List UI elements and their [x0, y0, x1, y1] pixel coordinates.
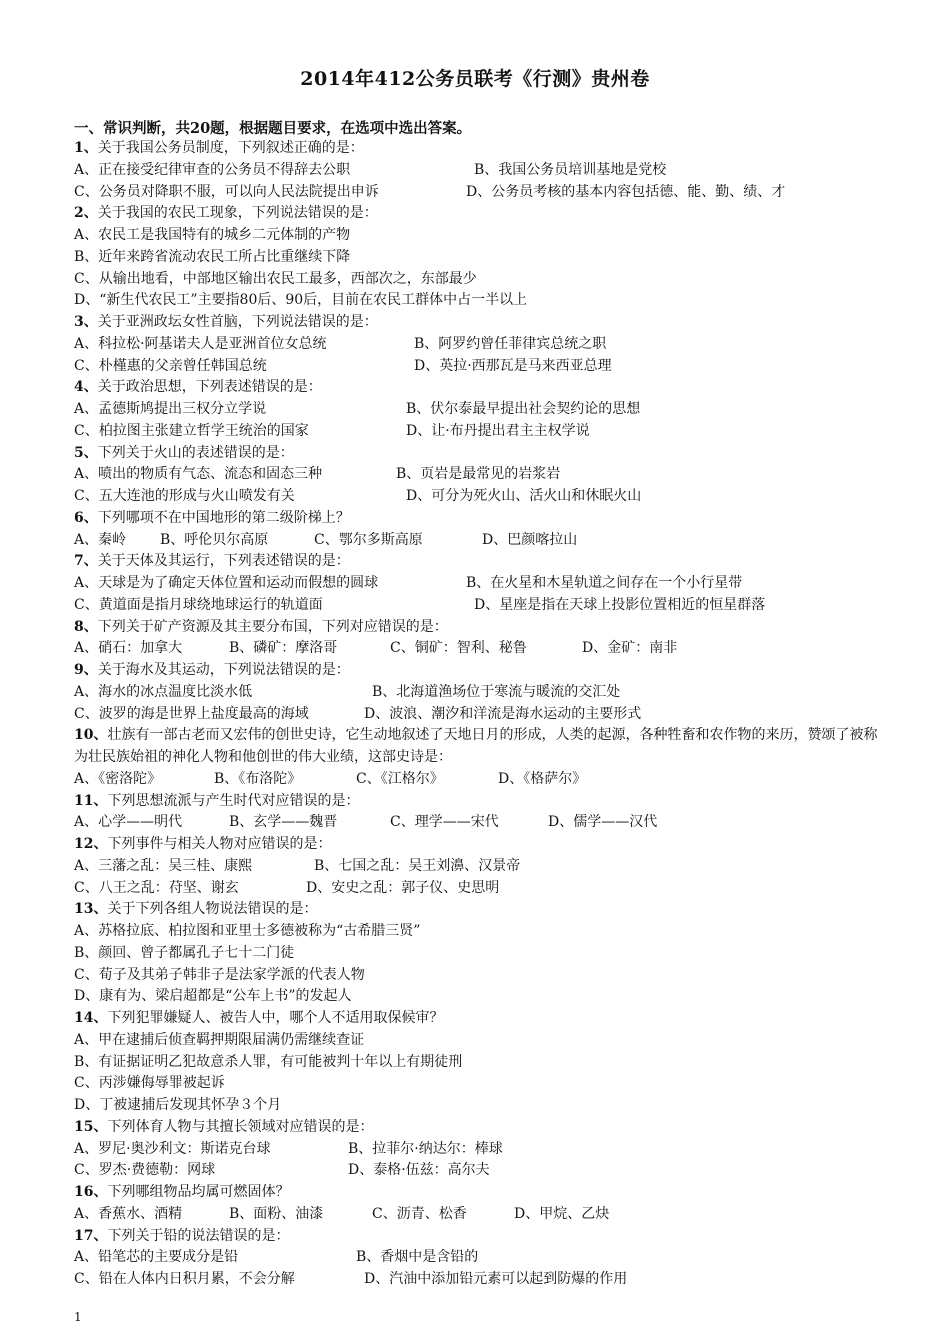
answer-options: [74, 486, 884, 508]
question-stem: [74, 508, 884, 530]
answer-options: [74, 856, 884, 878]
answer-options: [74, 1247, 884, 1269]
answer-option: B、七国之乱：吴王刘濞、汉景帝: [314, 857, 521, 874]
answer-option: A、秦岭: [74, 531, 127, 548]
answer-option: D、让·布丹提出君主主权学说: [406, 422, 590, 439]
answer-options: [74, 638, 884, 660]
question-text: 关于天体及其运行，下列表述错误的是：: [97, 553, 350, 570]
question-number: 5、: [74, 444, 98, 461]
answer-options: [74, 334, 884, 356]
answer-option: C、沥青、松香: [372, 1205, 467, 1222]
answer-option: A、苏格拉底、柏拉图和亚里士多德被称为“古希腊三贤”: [74, 923, 421, 939]
answer-option: C、理学——宋代: [390, 814, 499, 831]
question-number: 9、: [74, 662, 98, 678]
question-stem: [74, 791, 884, 813]
question-text: 关于下列各组人物说法错误的是：: [107, 901, 318, 918]
answer-option: D、康有为、梁启超都是“公车上书”的发起人: [74, 988, 352, 1005]
answer-options: [74, 812, 884, 834]
answer-option: B、拉菲尔·纳达尔：棒球: [348, 1140, 503, 1157]
answer-option: A、心学——明代: [74, 814, 183, 831]
answer-option: D、巴颜喀拉山: [482, 531, 578, 548]
answer-options: [74, 1204, 884, 1226]
answer-option: D、甲烷、乙炔: [514, 1205, 610, 1222]
answer-option: D、公务员考核的基本内容包括德、能、勤、绩、才: [466, 183, 786, 200]
answer-option: B、香烟中是含铅的: [356, 1249, 479, 1266]
question-stem: [74, 1226, 884, 1248]
answer-option: C、柏拉图主张建立哲学王统治的国家: [74, 422, 309, 439]
answer-option: B、磷矿：摩洛哥: [229, 640, 338, 657]
question-text: 下列体育人物与其擅长领域对应错误的是：: [107, 1118, 374, 1135]
answer-options: [74, 269, 884, 291]
answer-option: D、儒学——汉代: [548, 814, 658, 831]
answer-option: B、有证据证明乙犯故意杀人罪，有可能被判十年以上有期徒刑: [74, 1053, 463, 1070]
answer-option: A、罗尼·奥沙利文：斯诺克台球: [74, 1140, 271, 1157]
question-number: 14、: [74, 1010, 108, 1026]
answer-option: A、孟德斯鸠提出三权分立学说: [74, 401, 267, 417]
answer-options: [74, 225, 884, 247]
answer-option: D、星座是指在天球上投影位置相近的恒星群落: [474, 596, 766, 613]
answer-options: [74, 921, 884, 943]
answer-option: A、海水的冰点温度比淡水低: [74, 683, 253, 700]
answer-option: B、北海道渔场位于寒流与暖流的交汇处: [372, 683, 621, 700]
question-number: 6、: [74, 509, 98, 526]
answer-option: A、天球是为了确定天体位置和运动而假想的圆球: [74, 575, 379, 591]
answer-option: A、甲在逮捕后侦查羁押期限届满仍需继续查证: [74, 1031, 365, 1048]
question-text: 关于亚洲政坛女性首脑，下列说法错误的是：: [97, 314, 378, 330]
question-text: 关于我国公务员制度，下列叙述正确的是：: [97, 140, 364, 156]
question-stem: [74, 834, 884, 856]
answer-options: [74, 1139, 884, 1161]
answer-options: [74, 1030, 884, 1052]
answer-option: D、英拉·西那瓦是马来西亚总理: [414, 357, 612, 374]
question-number: 2、: [74, 205, 98, 222]
answer-option: C、五大连池的形成与火山喷发有关: [74, 488, 295, 504]
answer-options: [74, 682, 884, 704]
answer-option: C、铜矿：智利、秘鲁: [390, 640, 527, 657]
answer-option: C、公务员对降职不服，可以向人民法院提出申诉: [74, 183, 379, 200]
question-stem: [74, 899, 884, 921]
answer-options: [74, 573, 884, 595]
answer-options: [74, 160, 884, 182]
answer-options: [74, 421, 884, 443]
question-text: 壮族有一部古老而又宏伟的创世史诗，它生动地叙述了天地日月的形成，人类的起源，各种牲畜和农作物的来历，赞颂了被称为壮民族始祖的神化人物和他创世的伟大业绩，这部史诗是：: [74, 727, 878, 765]
answer-option: B、近年来跨省流动农民工所占比重继续下降: [74, 248, 351, 265]
page-title: 2014年412公务员联考《行测》贵州卷: [300, 68, 650, 90]
answer-option: B、伏尔泰最早提出社会契约论的思想: [406, 401, 641, 417]
answer-option: B、玄学——魏晋: [229, 814, 338, 831]
answer-option: C、朴槿惠的父亲曾任韩国总统: [74, 357, 267, 374]
answer-options: [74, 356, 884, 378]
question-stem: [74, 1117, 884, 1139]
answer-option: D、可分为死火山、活火山和休眠火山: [406, 488, 642, 504]
question-stem: [74, 1008, 884, 1030]
answer-option: B、阿罗约曾任菲律宾总统之职: [414, 335, 607, 352]
answer-options: [74, 878, 884, 900]
answer-options: [74, 943, 884, 965]
question-number: 17、: [74, 1227, 108, 1244]
answer-options: [74, 769, 884, 791]
answer-option: A、铅笔芯的主要成分是铅: [74, 1249, 239, 1266]
question-number: 3、: [74, 314, 98, 330]
answer-options: [74, 595, 884, 617]
answer-options: [74, 1052, 884, 1074]
answer-option: A、《密洛陀》: [74, 770, 162, 787]
answer-option: A、正在接受纪律审查的公务员不得辞去公职: [74, 161, 351, 178]
question-stem: [74, 203, 884, 225]
answer-option: B、页岩是最常见的岩浆岩: [396, 466, 561, 483]
answer-options: [74, 1095, 884, 1117]
answer-option: C、丙涉嫌侮辱罪被起诉: [74, 1075, 225, 1092]
answer-option: B、我国公务员培训基地是党校: [474, 161, 667, 178]
answer-options: [74, 530, 884, 552]
question-stem: [74, 660, 884, 682]
question-text: 下列犯罪嫌疑人、被告人中，哪个人不适用取保候审？: [107, 1010, 444, 1026]
answer-option: A、喷出的物质有气态、流态和固态三种: [74, 466, 323, 483]
question-text: 下列哪项不在中国地形的第二级阶梯上？: [97, 509, 350, 526]
question-text: 下列思想流派与产生时代对应错误的是：: [107, 792, 360, 809]
answer-options: [74, 1269, 884, 1291]
answer-option: C、《江格尔》: [356, 770, 444, 787]
question-stem: [74, 551, 884, 573]
question-text: 下列关于火山的表述错误的是：: [97, 444, 294, 461]
question-number: 13、: [74, 901, 108, 918]
answer-options: [74, 464, 884, 486]
question-text: 下列哪组物品均属可燃固体？: [107, 1184, 290, 1200]
answer-option: D、泰格·伍兹：高尔夫: [348, 1162, 490, 1179]
answer-option: C、八王之乱：苻坚、谢玄: [74, 879, 239, 896]
question-number: 7、: [74, 553, 98, 570]
question-list: [74, 138, 884, 1291]
answer-options: [74, 965, 884, 987]
page-number: 1: [74, 1310, 82, 1324]
question-number: 8、: [74, 618, 98, 635]
answer-option: C、罗杰·费德勒：网球: [74, 1162, 216, 1179]
answer-option: D、“新生代农民工”主要指80后、90后，目前在农民工群体中占一半以上: [74, 292, 528, 309]
answer-options: [74, 182, 884, 204]
question-stem: [74, 1182, 884, 1204]
answer-options: [74, 1073, 884, 1095]
answer-option: C、黄道面是指月球绕地球运行的轨道面: [74, 596, 323, 613]
answer-option: A、香蕉水、酒精: [74, 1205, 183, 1222]
answer-options: [74, 399, 884, 421]
question-stem: [74, 617, 884, 639]
question-text: 下列事件与相关人物对应错误的是：: [107, 836, 332, 852]
answer-option: B、在火星和木星轨道之间存在一个小行星带: [466, 575, 743, 591]
answer-option: D、波浪、潮汐和洋流是海水运动的主要形式: [364, 705, 642, 722]
answer-option: B、《布洛陀》: [214, 770, 302, 787]
answer-option: A、科拉松·阿基诺夫人是亚洲首位女总统: [74, 335, 327, 352]
answer-options: [74, 986, 884, 1008]
question-number: 10、: [74, 727, 108, 744]
answer-option: D、汽油中添加铅元素可以起到防爆的作用: [364, 1271, 628, 1287]
answer-option: A、农民工是我国特有的城乡二元体制的产物: [74, 227, 351, 243]
question-text: 下列关于铅的说法错误的是：: [107, 1227, 290, 1244]
answer-option: D、丁被逮捕后发现其怀孕３个月: [74, 1097, 282, 1113]
question-stem: [74, 377, 884, 399]
question-stem: [74, 725, 884, 769]
answer-option: A、硝石：加拿大: [74, 640, 183, 657]
answer-option: C、波罗的海是世界上盐度最高的海域: [74, 705, 309, 722]
question-text: 关于政治思想，下列表述错误的是：: [97, 379, 322, 396]
answer-options: [74, 247, 884, 269]
question-stem: [74, 138, 884, 160]
question-text: 关于我国的农民工现象，下列说法错误的是：: [97, 205, 378, 222]
answer-option: C、荀子及其弟子韩非子是法家学派的代表人物: [74, 966, 365, 983]
question-number: 11、: [74, 792, 108, 809]
answer-option: B、面粉、油漆: [229, 1205, 324, 1222]
question-number: 4、: [74, 379, 98, 396]
answer-option: D、安史之乱：郭子仪、史思明: [306, 879, 500, 896]
answer-option: A、三藩之乱：吴三桂、康熙: [74, 857, 253, 874]
answer-option: C、铅在人体内日积月累，不会分解: [74, 1271, 295, 1287]
answer-option: D、金矿：南非: [582, 640, 678, 657]
answer-options: [74, 1160, 884, 1182]
question-stem: [74, 312, 884, 334]
question-number: 1、: [74, 140, 98, 156]
answer-option: C、鄂尔多斯高原: [314, 531, 423, 548]
answer-options: [74, 704, 884, 726]
question-stem: [74, 443, 884, 465]
answer-option: C、从输出地看，中部地区输出农民工最多，西部次之，东部最少: [74, 270, 477, 287]
question-number: 15、: [74, 1118, 108, 1135]
answer-options: [74, 290, 884, 312]
question-number: 16、: [74, 1184, 108, 1200]
answer-option: B、呼伦贝尔高原: [160, 531, 269, 548]
answer-option: D、《格萨尔》: [498, 770, 587, 787]
answer-option: B、颜回、曾子都属孔子七十二门徒: [74, 944, 295, 961]
question-text: 关于海水及其运动，下列说法错误的是：: [97, 662, 350, 678]
section-heading: 一、常识判断，共20题，根据题目要求，在选项中选出答案。: [74, 120, 472, 137]
question-number: 12、: [74, 836, 108, 852]
question-text: 下列关于矿产资源及其主要分布国，下列对应错误的是：: [97, 618, 448, 635]
